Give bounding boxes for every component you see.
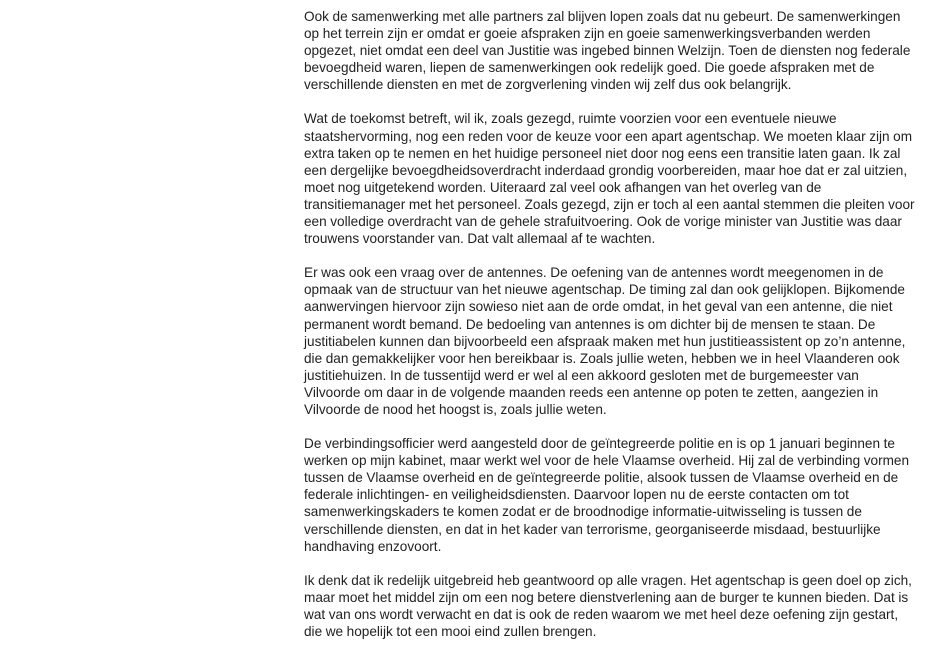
document-body [304,8,916,657]
paragraph-antennas: Er was ook een vraag over de antennes. De oefening van de antennes wordt meegenomen in de opmaak van de structuur van het nieuwe agentschap. De timing zal dan ook gelijklopen. Bijkomende aanwervingen hiervoor zijn sowieso niet aan de orde omdat, in het geval van een antenne, die niet permanent wordt bemand. De bedoeling van antennes is om dichter bij de mensen te staan. De justitiabelen kunnen dan bijvoorbeeld een afspraak maken met hun justitieassistent op zo’n antenne, die dan gemakkelijker voor hen bereikbaar is. Zoals jullie weten, hebben we in heel Vlaanderen ook justitiehuizen. In de tussentijd werd er wel al een akkoord gesloten met de burgemeester van Vilvoorde om daar in de volgende maanden reeds een antenne op poten te zetten, aangezien in Vilvoorde de nood het hoogst is, zoals jullie weten. [304,265,906,417]
paragraph-liaison-officer: De verbindingsofficier werd aangesteld door de geïntegreerde politie en is op 1 januari beginnen te werken op mijn kabinet, maar werkt wel voor de hele Vlaamse overheid. Hij zal de verbinding vormen tussen de Vlaamse overheid en de geïntegreerde politie, alsook tussen de Vlaamse overheid en de federale inlichtingen- en veiligheidsdiensten. Daarvoor lopen nu de eerste contacten om tot samenwerkingskaders te komen zodat er de broodnodige informatie-uitwisseling is tussen de verschillende diensten, en dat in het kader van terrorisme, georganiseerde misdaad, bestuurlijke handhaving enzovoort. [304,436,910,554]
paragraph-future: Wat de toekomst betreft, wil ik, zoals gezegd, ruimte voorzien voor een eventuele nieuwe staatshervorming, nog een reden voor de keuze voor een apart agentschap. We moeten klaar zijn om extra taken op te nemen en het huidige personeel niet door nog eens een transitie laten gaan. Ik zal een dergelijke bevoegdheidsoverdracht inderdaad grondig voorbereiden, maar hoe dat er zal uitzien, moet nog uitgetekend worden. Uiteraard zal veel ook afhangen van het overleg van de transitiemanager met het personeel. Zoals gezegd, zijn er toch al een aantal stemmen die pleiten voor een volledige overdracht van de gehele strafuitvoering. Ook de vorige minister van Justitie was daar trouwens voorstander van. Dat valt allemaal af te wachten. [304,111,915,247]
paragraph-partners: Ook de samenwerking met alle partners zal blijven lopen zoals dat nu gebeurt. De samenwerkingen op het terrein zijn er omdat er goeie afspraken zijn en goeie samenwerkingsverbanden werden opgezet, niet omdat een deel van Justitie was ingebed binnen Welzijn. Toen de diensten nog federale bevoegdheid waren, liepen de samenwerkingen ook redelijk goed. Die goede afspraken met de verschillende diensten en met de zorgverlening vinden wij zelf dus ook belangrijk. [304,9,911,93]
paragraph-conclusion: Ik denk dat ik redelijk uitgebreid heb geantwoord op alle vragen. Het agentschap is geen doel op zich, maar moet het middel zijn om een nog betere dienstverlening aan de burger te kunnen bieden. Dat is wat van ons wordt verwacht en dat is ook de reden waarom we met heel deze oefening zijn gestart, die we hopelijk tot een mooi eind zullen brengen. [304,572,912,639]
